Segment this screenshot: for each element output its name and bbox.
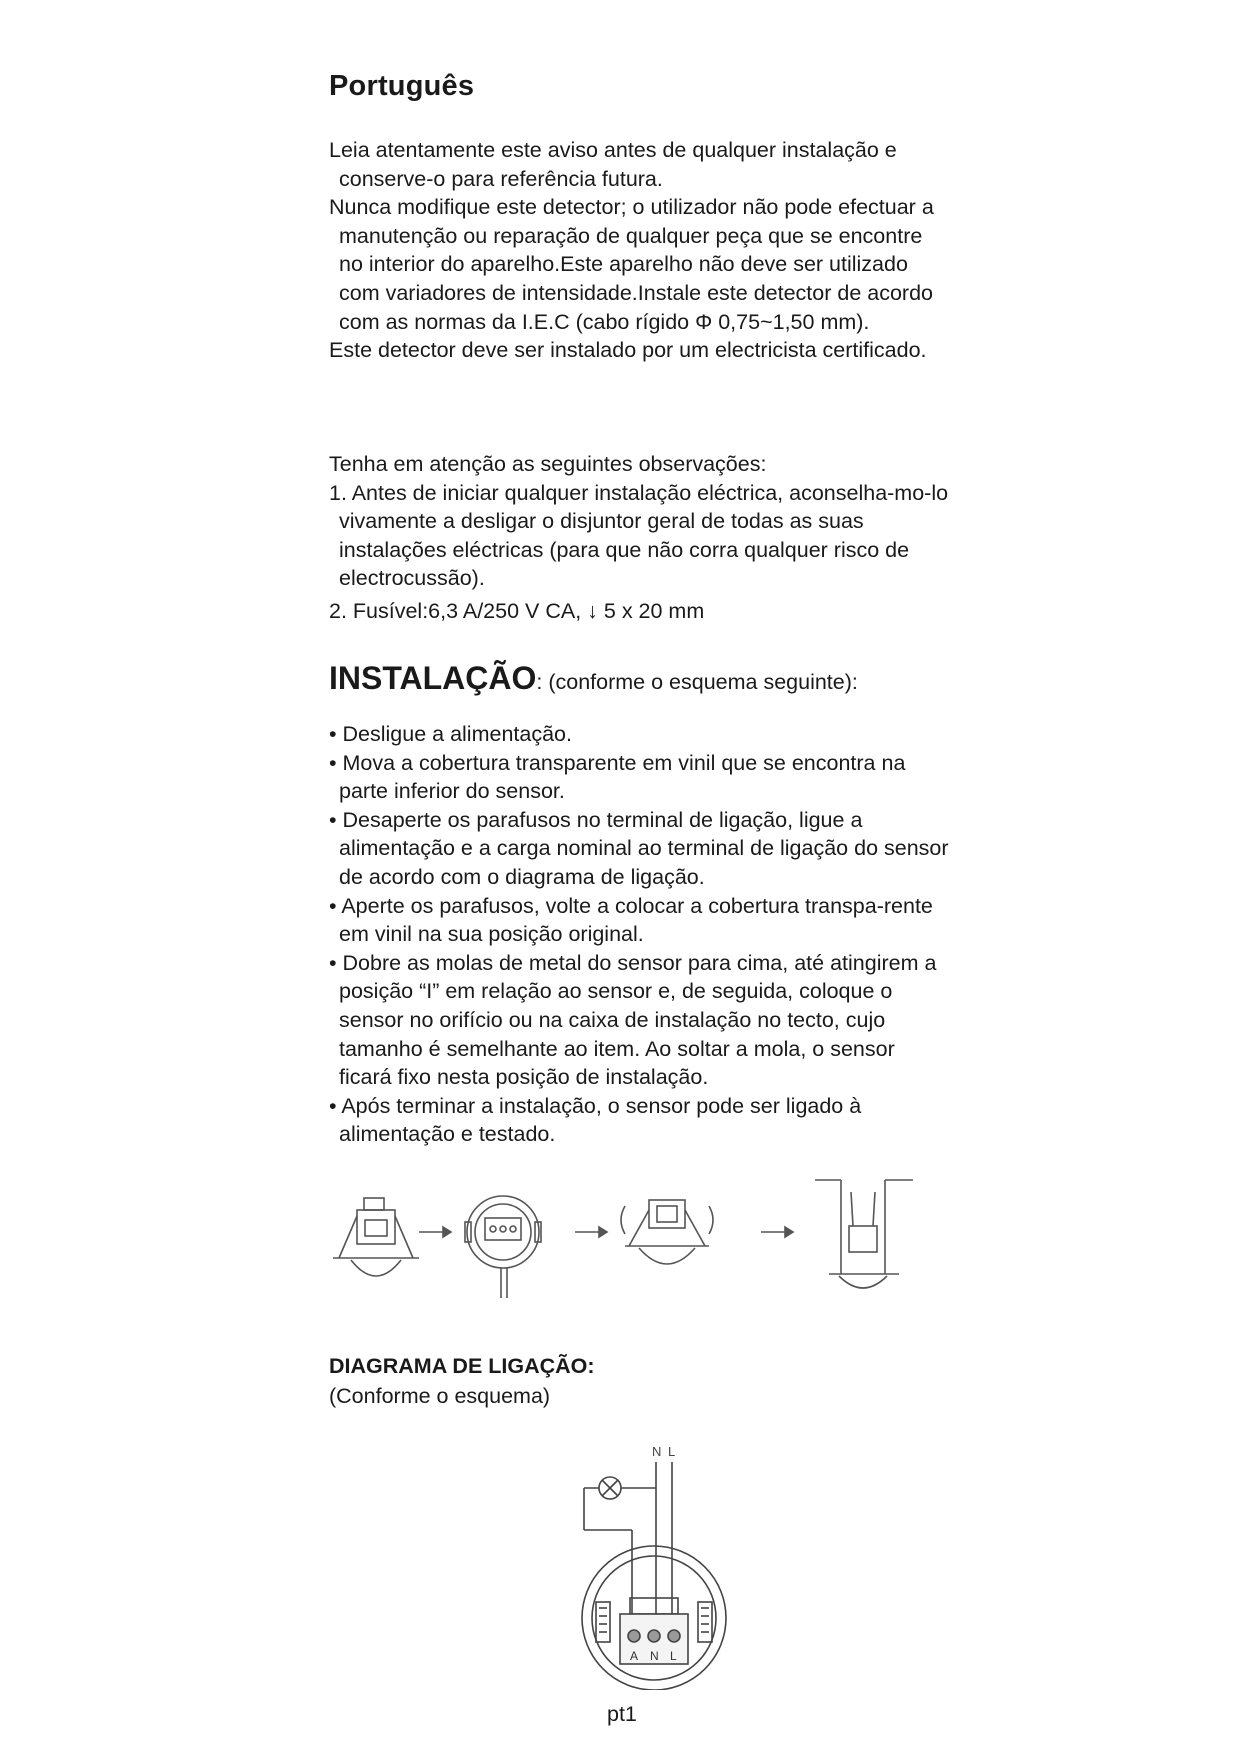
installation-steps — [329, 720, 949, 1149]
installation-illustration — [329, 1176, 949, 1308]
arrow-right-icon — [419, 1227, 451, 1237]
intro-section — [329, 136, 949, 365]
terminal-label-a: A — [630, 1649, 639, 1663]
intro-paragraph-1: Leia atentamente este aviso antes de qualquer instalação e conserve-o para referência futura. — [329, 138, 897, 191]
terminal-label-n: N — [650, 1649, 659, 1663]
observations-title: Tenha em atenção as seguintes observações: — [329, 452, 767, 476]
arrow-right-icon — [575, 1227, 607, 1237]
installation-title: INSTALAÇÃO — [329, 660, 537, 696]
observations-section — [329, 450, 949, 626]
install-step-2: • Mova a cobertura transparente em vinil que se encontra na parte inferior do sensor. — [329, 750, 906, 804]
page-number: pt1 — [607, 1702, 637, 1726]
sensor-springs-figure — [621, 1200, 713, 1264]
wiring-diagram — [544, 1440, 744, 1690]
terminal-label-l-top: L — [668, 1444, 676, 1459]
install-step-1: • Desligue a alimentação. — [329, 722, 572, 746]
install-step-3: • Desaperte os parafusos no terminal de ligação, ligue a alimentação e a carga nominal ao terminal de ligação do sensor de acordo com o diagrama de ligação. — [329, 807, 949, 889]
lamp-icon — [599, 1477, 621, 1499]
install-step-5: • Dobre as molas de metal do sensor para cima, até atingirem a posição “I” em relação ao sensor e, de seguida, coloque o sensor no orifício ou na caixa de instalação no tecto, cujo tamanho é semelhante ao item. Ao soltar a mola, o sensor ficará fixo nesta posição de instalação. — [329, 950, 937, 1090]
wiring-diagram-title: DIAGRAMA DE LIGAÇÃO: — [329, 1354, 595, 1378]
observation-item-2 — [329, 597, 949, 626]
sensor-with-cover-figure — [333, 1198, 419, 1276]
observation-item-1: 1. Antes de iniciar qualquer instalação eléctrica, aconselha-mo-lo vivamente a desligar o disjuntor geral de todas as suas instalações eléctricas (para que não corra qualquer risco de electrocussão). — [329, 480, 949, 591]
wiring-diagram-subtitle: (Conforme o esquema) — [329, 1384, 551, 1408]
arrow-down-icon: ↓ — [587, 598, 598, 623]
sensor-ceiling-figure — [815, 1180, 913, 1288]
intro-paragraph-3: Este detector deve ser instalado por um electricista certificado. — [329, 338, 927, 363]
sensor-terminal-figure — [465, 1196, 541, 1298]
installation-heading — [329, 660, 858, 697]
terminal-label-n-top: N — [652, 1444, 662, 1459]
install-step-6: • Após terminar a instalação, o sensor pode ser ligado à alimentação e testado. — [329, 1093, 862, 1147]
installation-subtitle: : (conforme o esquema seguinte): — [536, 670, 858, 694]
arrow-right-icon — [761, 1227, 793, 1237]
fuse-label: 2. Fusível:6,3 A/250 V CA, — [329, 598, 582, 623]
terminal-label-l: L — [670, 1649, 677, 1663]
language-heading: Português — [329, 70, 475, 102]
install-step-4: • Aperte os parafusos, volte a colocar a cobertura transpa-rente em vinil na sua posição original. — [329, 893, 933, 947]
fuse-size: 5 x 20 mm — [603, 598, 705, 623]
intro-paragraph-2: Nunca modifique este detector; o utilizador não pode efectuar a manutenção ou reparação de qualquer peça que se encontre no interior do aparelho.Este aparelho não deve ser utilizado com variadores de intensidade.Instale este detector de acordo com as normas da I.E.C (cabo rígido Φ 0,75~1,50 mm). — [329, 195, 934, 334]
